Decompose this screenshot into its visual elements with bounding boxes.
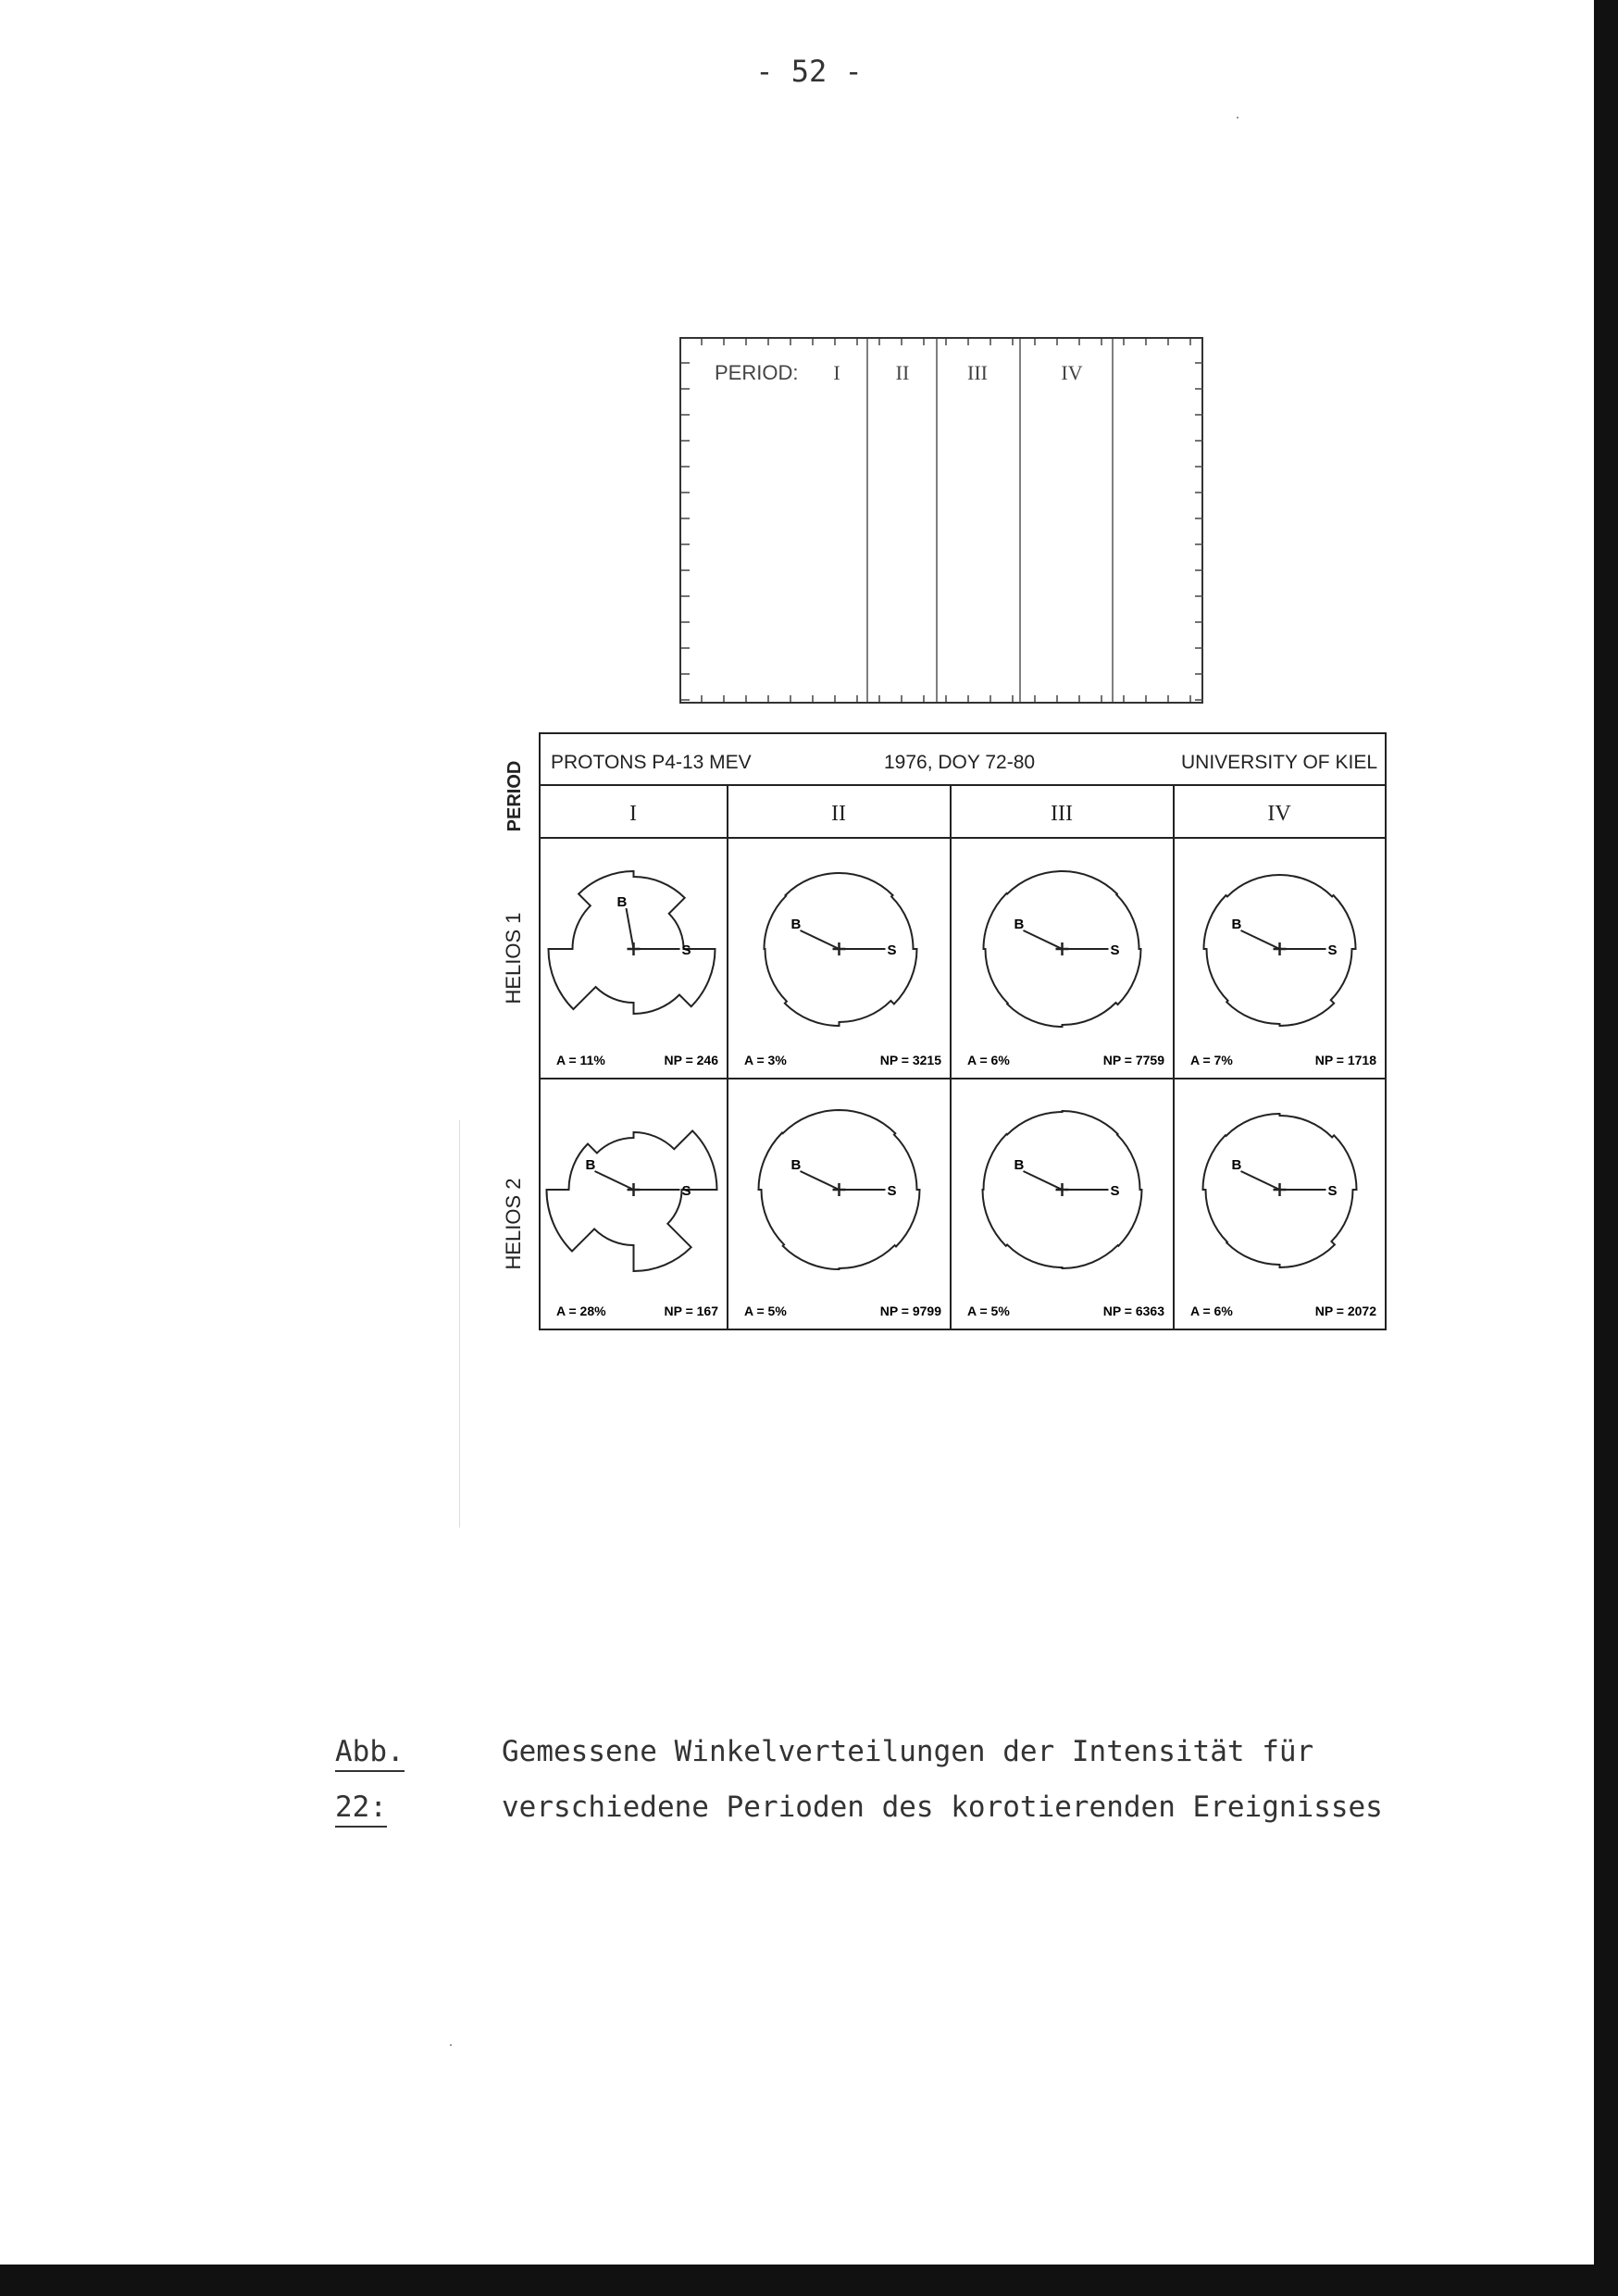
header-particle: PROTONS P4-13 MEV (551, 752, 752, 773)
angular-cell (744, 1110, 941, 1318)
caption-line-2: verschiedene Perioden des korotierenden Ereignisses (502, 1791, 1383, 1824)
s-marker: S (887, 942, 897, 958)
scan-streak (459, 1120, 460, 1528)
caption-text (502, 1724, 1427, 1835)
center-cross (628, 942, 641, 955)
anisotropy-label: A = 7% (1190, 1053, 1233, 1067)
period-label-i: I (833, 361, 840, 384)
particle-count-label: NP = 1718 (1314, 1053, 1376, 1067)
anisotropy-label: A = 3% (744, 1053, 787, 1067)
field-direction-line (595, 1171, 634, 1190)
grid-frame (540, 733, 1386, 1329)
center-cross (1056, 942, 1069, 955)
period-label-ii: II (895, 361, 910, 384)
b-marker: B (1014, 917, 1025, 932)
page-number: - 52 - (755, 54, 863, 89)
column-label-ii: II (831, 802, 846, 826)
b-marker: B (616, 894, 628, 910)
header-time: 1976, DOY 72-80 (884, 752, 1036, 773)
scan-border-bottom (0, 2265, 1618, 2296)
center-cross (833, 942, 846, 955)
field-direction-line (1241, 930, 1280, 949)
b-marker: B (585, 1157, 596, 1173)
center-cross (1274, 1183, 1287, 1196)
b-marker: B (790, 917, 802, 932)
header-institution: UNIVERSITY OF KIEL (1181, 752, 1377, 773)
particle-count-label: NP = 6363 (1102, 1304, 1164, 1318)
angular-distribution-outline (547, 1130, 717, 1271)
period-label: PERIOD: (715, 361, 799, 384)
s-marker: S (1110, 1183, 1120, 1199)
anisotropy-label: A = 5% (744, 1304, 787, 1318)
angular-cell (547, 1130, 719, 1318)
s-marker: S (887, 1183, 897, 1199)
particle-count-label: NP = 9799 (879, 1304, 941, 1318)
anisotropy-label: A = 6% (967, 1053, 1010, 1067)
center-cross (1056, 1183, 1069, 1196)
anisotropy-label: A = 11% (556, 1053, 605, 1067)
period-label-iii: III (967, 361, 988, 384)
angular-cell (1190, 1114, 1376, 1318)
s-marker: S (1110, 942, 1120, 958)
anisotropy-label: A = 28% (556, 1304, 606, 1318)
field-direction-line (801, 1171, 840, 1190)
caption-label: Abb. 22: (335, 1724, 465, 1835)
angular-distribution-grid (500, 731, 1388, 1335)
row-label-period: PERIOD (504, 760, 525, 832)
angular-cell (744, 873, 941, 1067)
center-cross (833, 1183, 846, 1196)
field-direction-line (801, 930, 840, 949)
s-marker: S (681, 942, 691, 958)
column-label-iii: III (1051, 802, 1073, 826)
field-direction-line (1024, 930, 1063, 949)
scan-border-right (1594, 0, 1618, 2296)
center-cross (628, 1183, 641, 1196)
particle-count-label: NP = 167 (664, 1304, 718, 1318)
period-label-iv: IV (1061, 361, 1083, 384)
particle-count-label: NP = 246 (664, 1053, 718, 1067)
b-marker: B (1231, 1157, 1242, 1173)
center-cross (1274, 942, 1287, 955)
scan-speck (1237, 117, 1238, 119)
period-separators (867, 339, 1113, 702)
s-marker: S (681, 1183, 691, 1199)
s-marker: S (1327, 1183, 1338, 1199)
plot-ticks (681, 339, 1203, 702)
particle-count-label: NP = 2072 (1314, 1304, 1376, 1318)
intensity-plot (679, 337, 1205, 705)
s-marker: S (1327, 942, 1338, 958)
column-label-i: I (629, 802, 637, 826)
b-marker: B (1231, 917, 1242, 932)
row-label-helios2: HELIOS 2 (502, 1178, 525, 1270)
anisotropy-label: A = 6% (1190, 1304, 1233, 1318)
row-label-helios1: HELIOS 1 (502, 912, 525, 1004)
angular-cell (967, 1111, 1164, 1318)
angular-cell (548, 871, 718, 1067)
column-label-iv: IV (1267, 802, 1291, 826)
field-direction-line (1024, 1171, 1063, 1190)
anisotropy-label: A = 5% (967, 1304, 1010, 1318)
field-direction-line (1241, 1171, 1280, 1190)
b-marker: B (790, 1157, 802, 1173)
particle-count-label: NP = 3215 (879, 1053, 941, 1067)
angular-cell (967, 871, 1164, 1067)
plot-frame (680, 338, 1202, 703)
scan-speck (450, 2044, 452, 2046)
angular-cell (1190, 875, 1376, 1067)
particle-count-label: NP = 7759 (1102, 1053, 1164, 1067)
caption-line-1: Gemessene Winkelverteilungen der Intensität für (502, 1735, 1314, 1768)
b-marker: B (1014, 1157, 1025, 1173)
